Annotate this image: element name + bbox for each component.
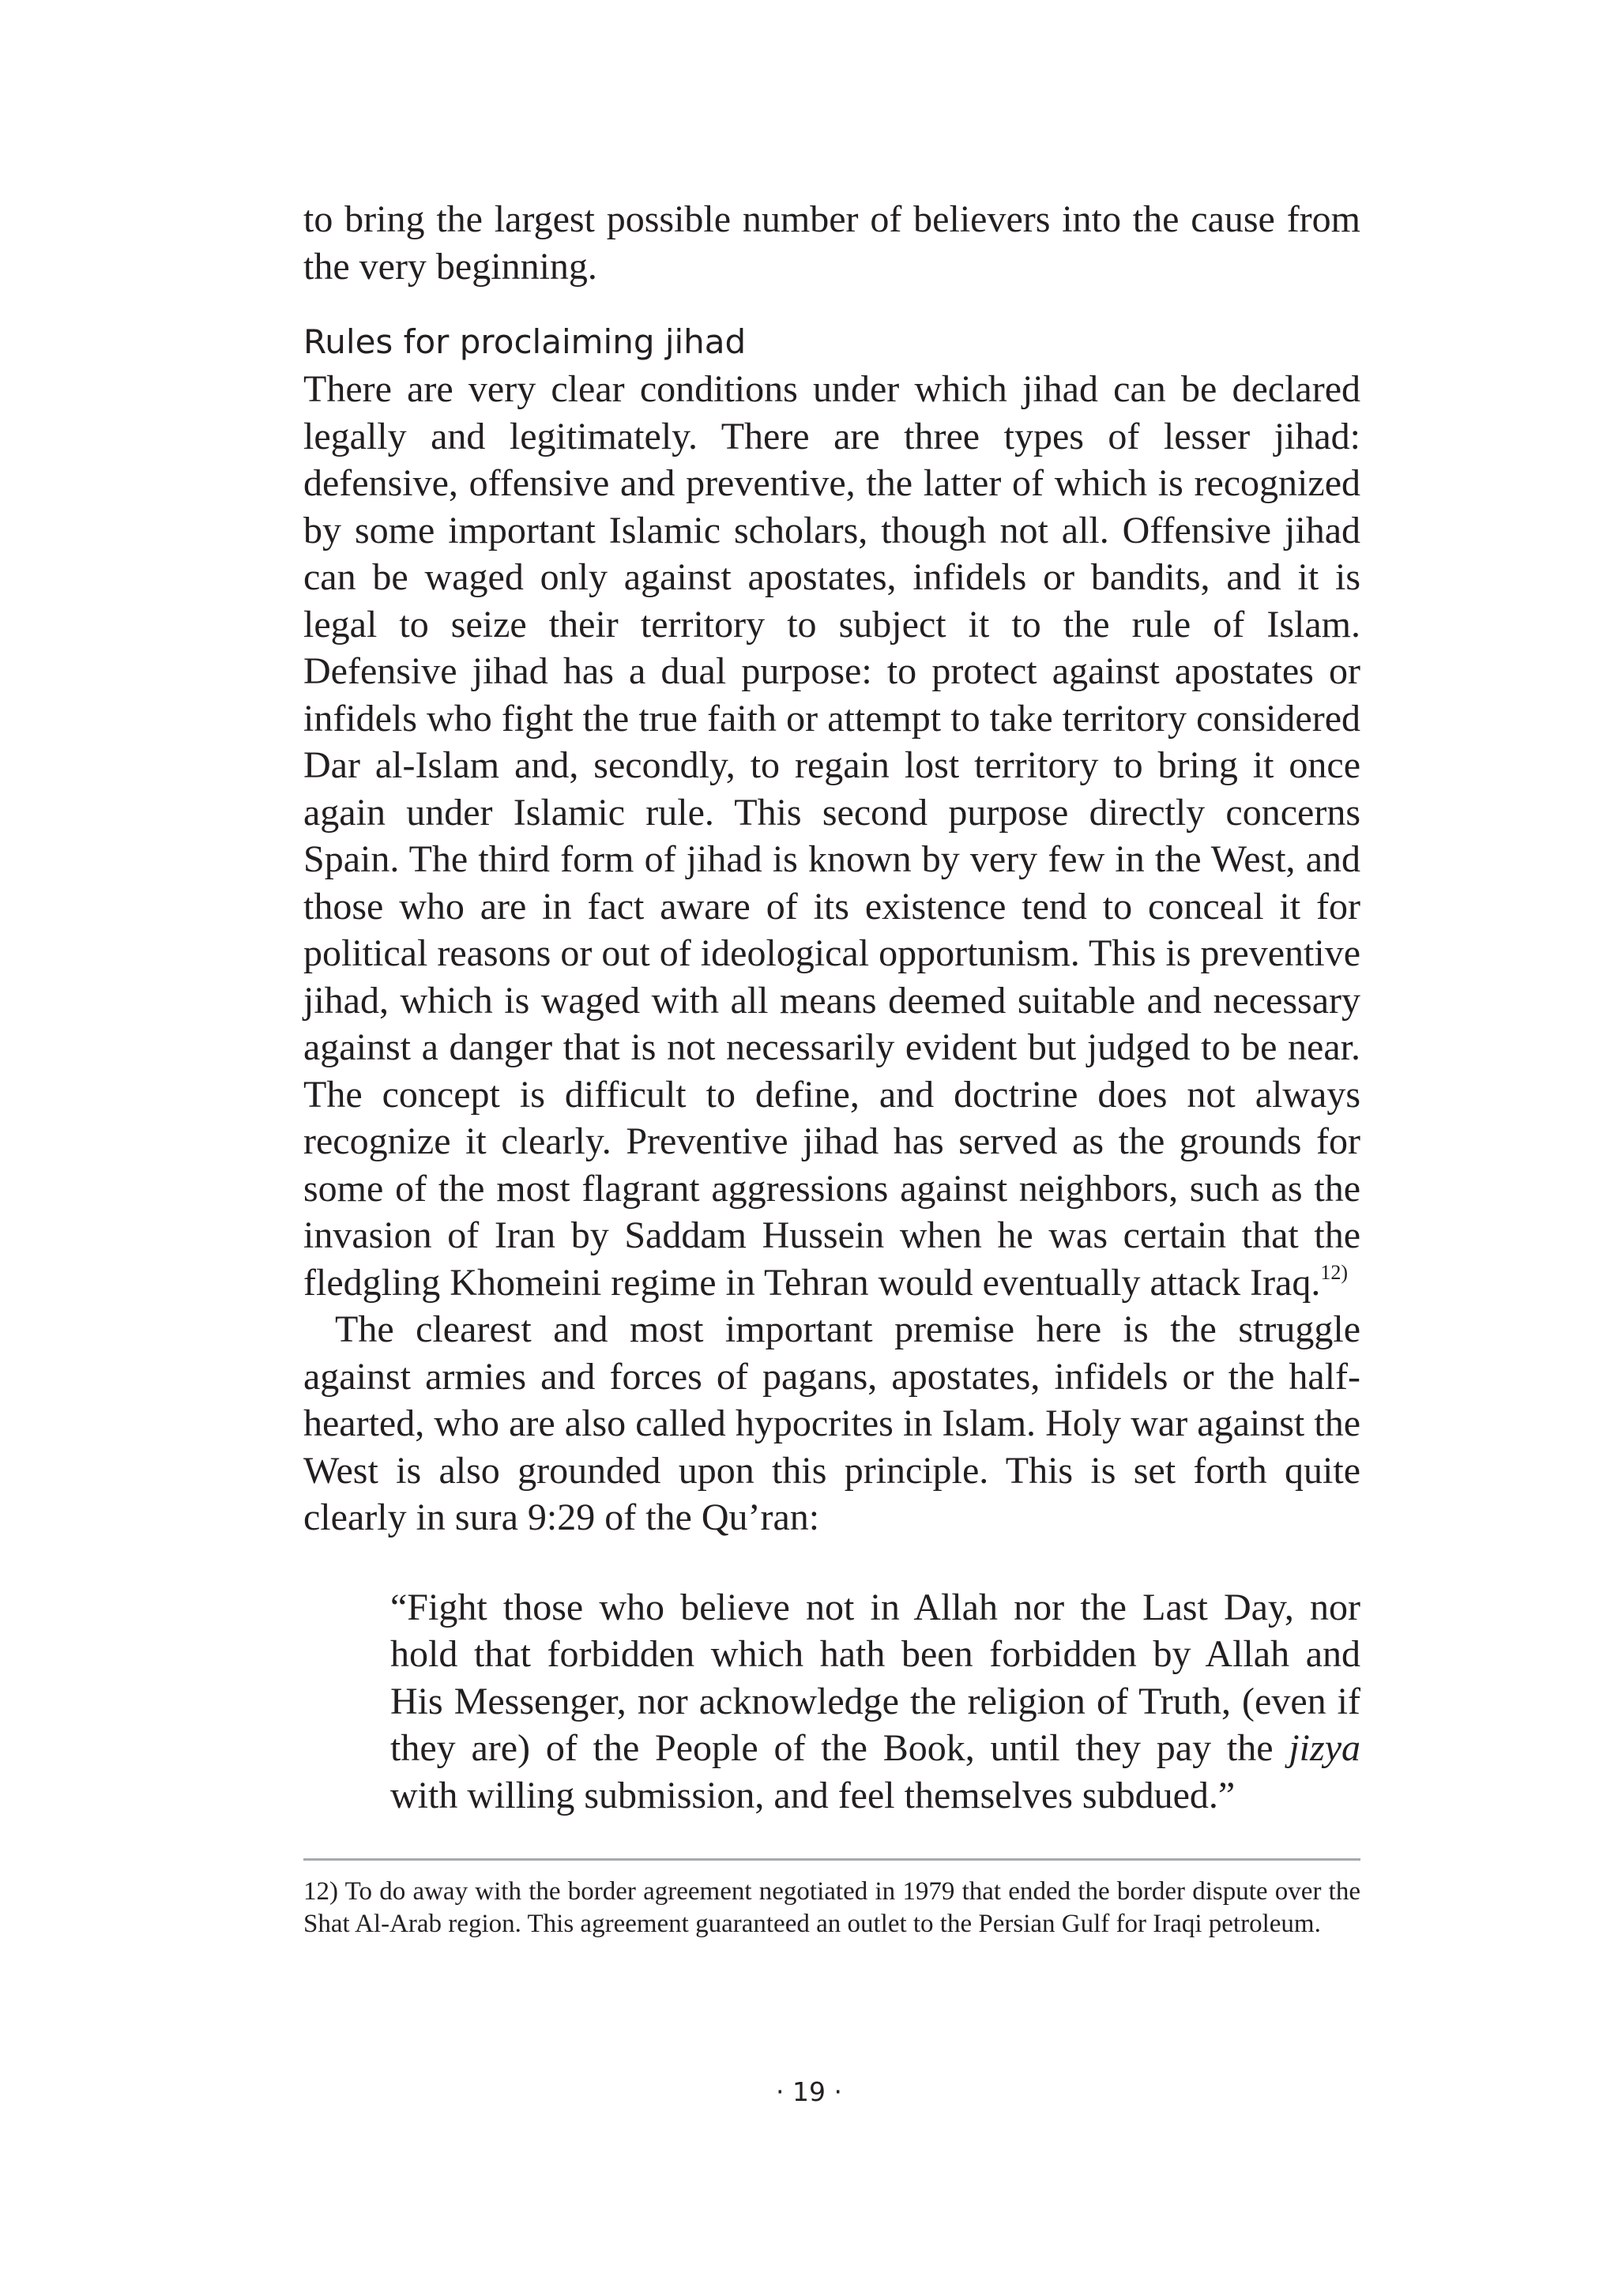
footnote-divider [303,1858,1360,1861]
footnote-reference: 12) [1320,1260,1349,1284]
quote-italic-term: jizya [1289,1727,1360,1769]
footnote-12: 12) To do away with the border agreement negotiated in 1979 that ended the border dispute over the Shat Al-Arab region. This agreement guaranteed an outlet to the Persian Gulf for Iraqi petroleum. [303,1877,1360,1938]
section-heading: Rules for proclaiming jihad [303,322,747,361]
paragraph-premise: The clearest and most important premise here is the struggle against armies and forces of pagans, apostates, infidels or the half-hearted, who are also called hypocrites in Islam. Holy war against the West is also grounded upon this principle. This is set forth quite clearly in sura 9:29 of the Qu’ran: [303,1308,1360,1538]
opening-paragraph: to bring the largest possible number of believers into the cause from the very beginning. [303,198,1360,288]
quote-text-end: with willing submission, and feel themselves subdued.” [390,1774,1236,1816]
paragraph-conditions-text: There are very clear conditions under which jihad can be declared legally and legitimately. There are three types of lesser jihad: defensive, offensive and preventive, the latter of which is recognized by some important Islamic scholars, though not all. Offensive jihad can be waged only against apostates, infidels or bandits, and it is legal to seize their territory to subject it to the rule of Islam. Defensive jihad has a dual purpose: to protect against apostates or infidels who fight the true faith or attempt to take territory considered Dar al-Islam and, secondly, to regain lost territory to bring it once again under Islamic rule. This second purpose directly concerns Spain. The third form of jihad is known by very few in the West, and those who are in fact aware of its existence tend to conceal it for political reasons or out of ideological opportunism. This is preventive jihad, which is waged with all means deemed suitable and necessary against a danger that is not necessarily evident but judged to be near. The concept is difficult to define, and doctrine does not always recognize it clearly. Preventive jihad has served as the grounds for some of the most flagrant aggressions against neighbors, such as the invasion of Iran by Saddam Hussein when he was certain that the fledgling Khomeini regime in Tehran would eventually attack Iraq. [303,368,1360,1304]
quote-text-start: “Fight those who believe not in Allah nor the Last Day, nor hold that forbidden which hath been forbidden by Allah and His Messenger, nor acknowledge the religion of Truth, (even if they are) of the People of the Book, until they pay the [390,1586,1360,1769]
page-body [303,196,1360,1819]
paragraph-conditions [303,366,1360,1306]
quran-quote [390,1584,1360,1820]
page-number: · 19 · [776,2076,842,2107]
